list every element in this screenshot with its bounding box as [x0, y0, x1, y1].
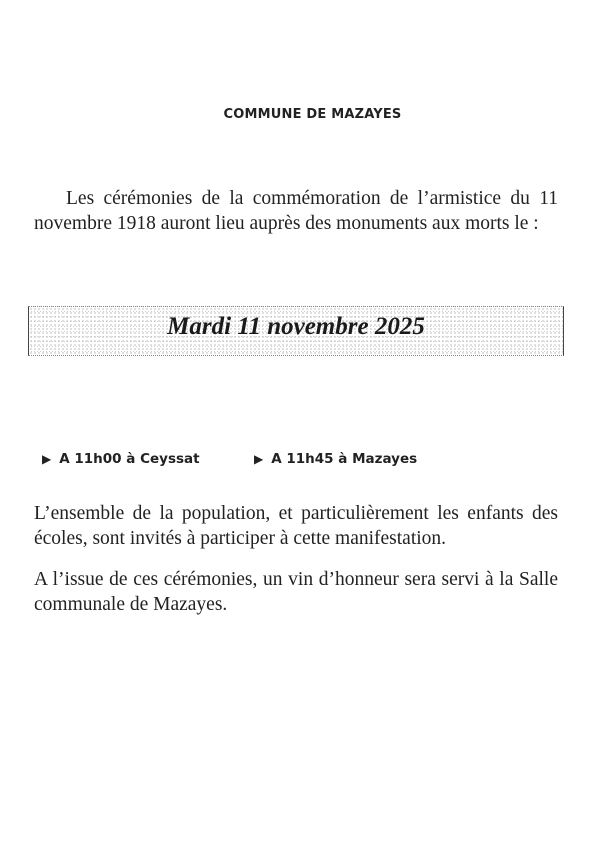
invitation-paragraph: L’ensemble de la population, et particulièrement les enfants des écoles, sont invités à participer à cette manifestation.	[34, 503, 558, 549]
event-date-banner	[28, 306, 564, 356]
event-date: Mardi 11 novembre 2025	[167, 313, 425, 340]
page-title: COMMUNE DE MAZAYES	[223, 107, 402, 122]
schedule-item-label: A 11h45 à Mazayes	[271, 451, 418, 467]
schedule-item-ceyssat	[42, 451, 200, 467]
play-arrow-icon: ▶	[254, 452, 264, 466]
intro-paragraph: Les cérémonies de la commémoration de l’armistice du 11 novembre 1918 auront lieu auprès des monuments aux morts le :	[34, 188, 558, 234]
reception-paragraph: A l’issue de ces cérémonies, un vin d’honneur sera servi à la Salle communale de Mazayes.	[34, 569, 558, 615]
play-arrow-icon: ▶	[42, 452, 52, 466]
schedule-item-mazayes	[254, 451, 417, 467]
schedule-item-label: A 11h00 à Ceyssat	[59, 451, 200, 467]
